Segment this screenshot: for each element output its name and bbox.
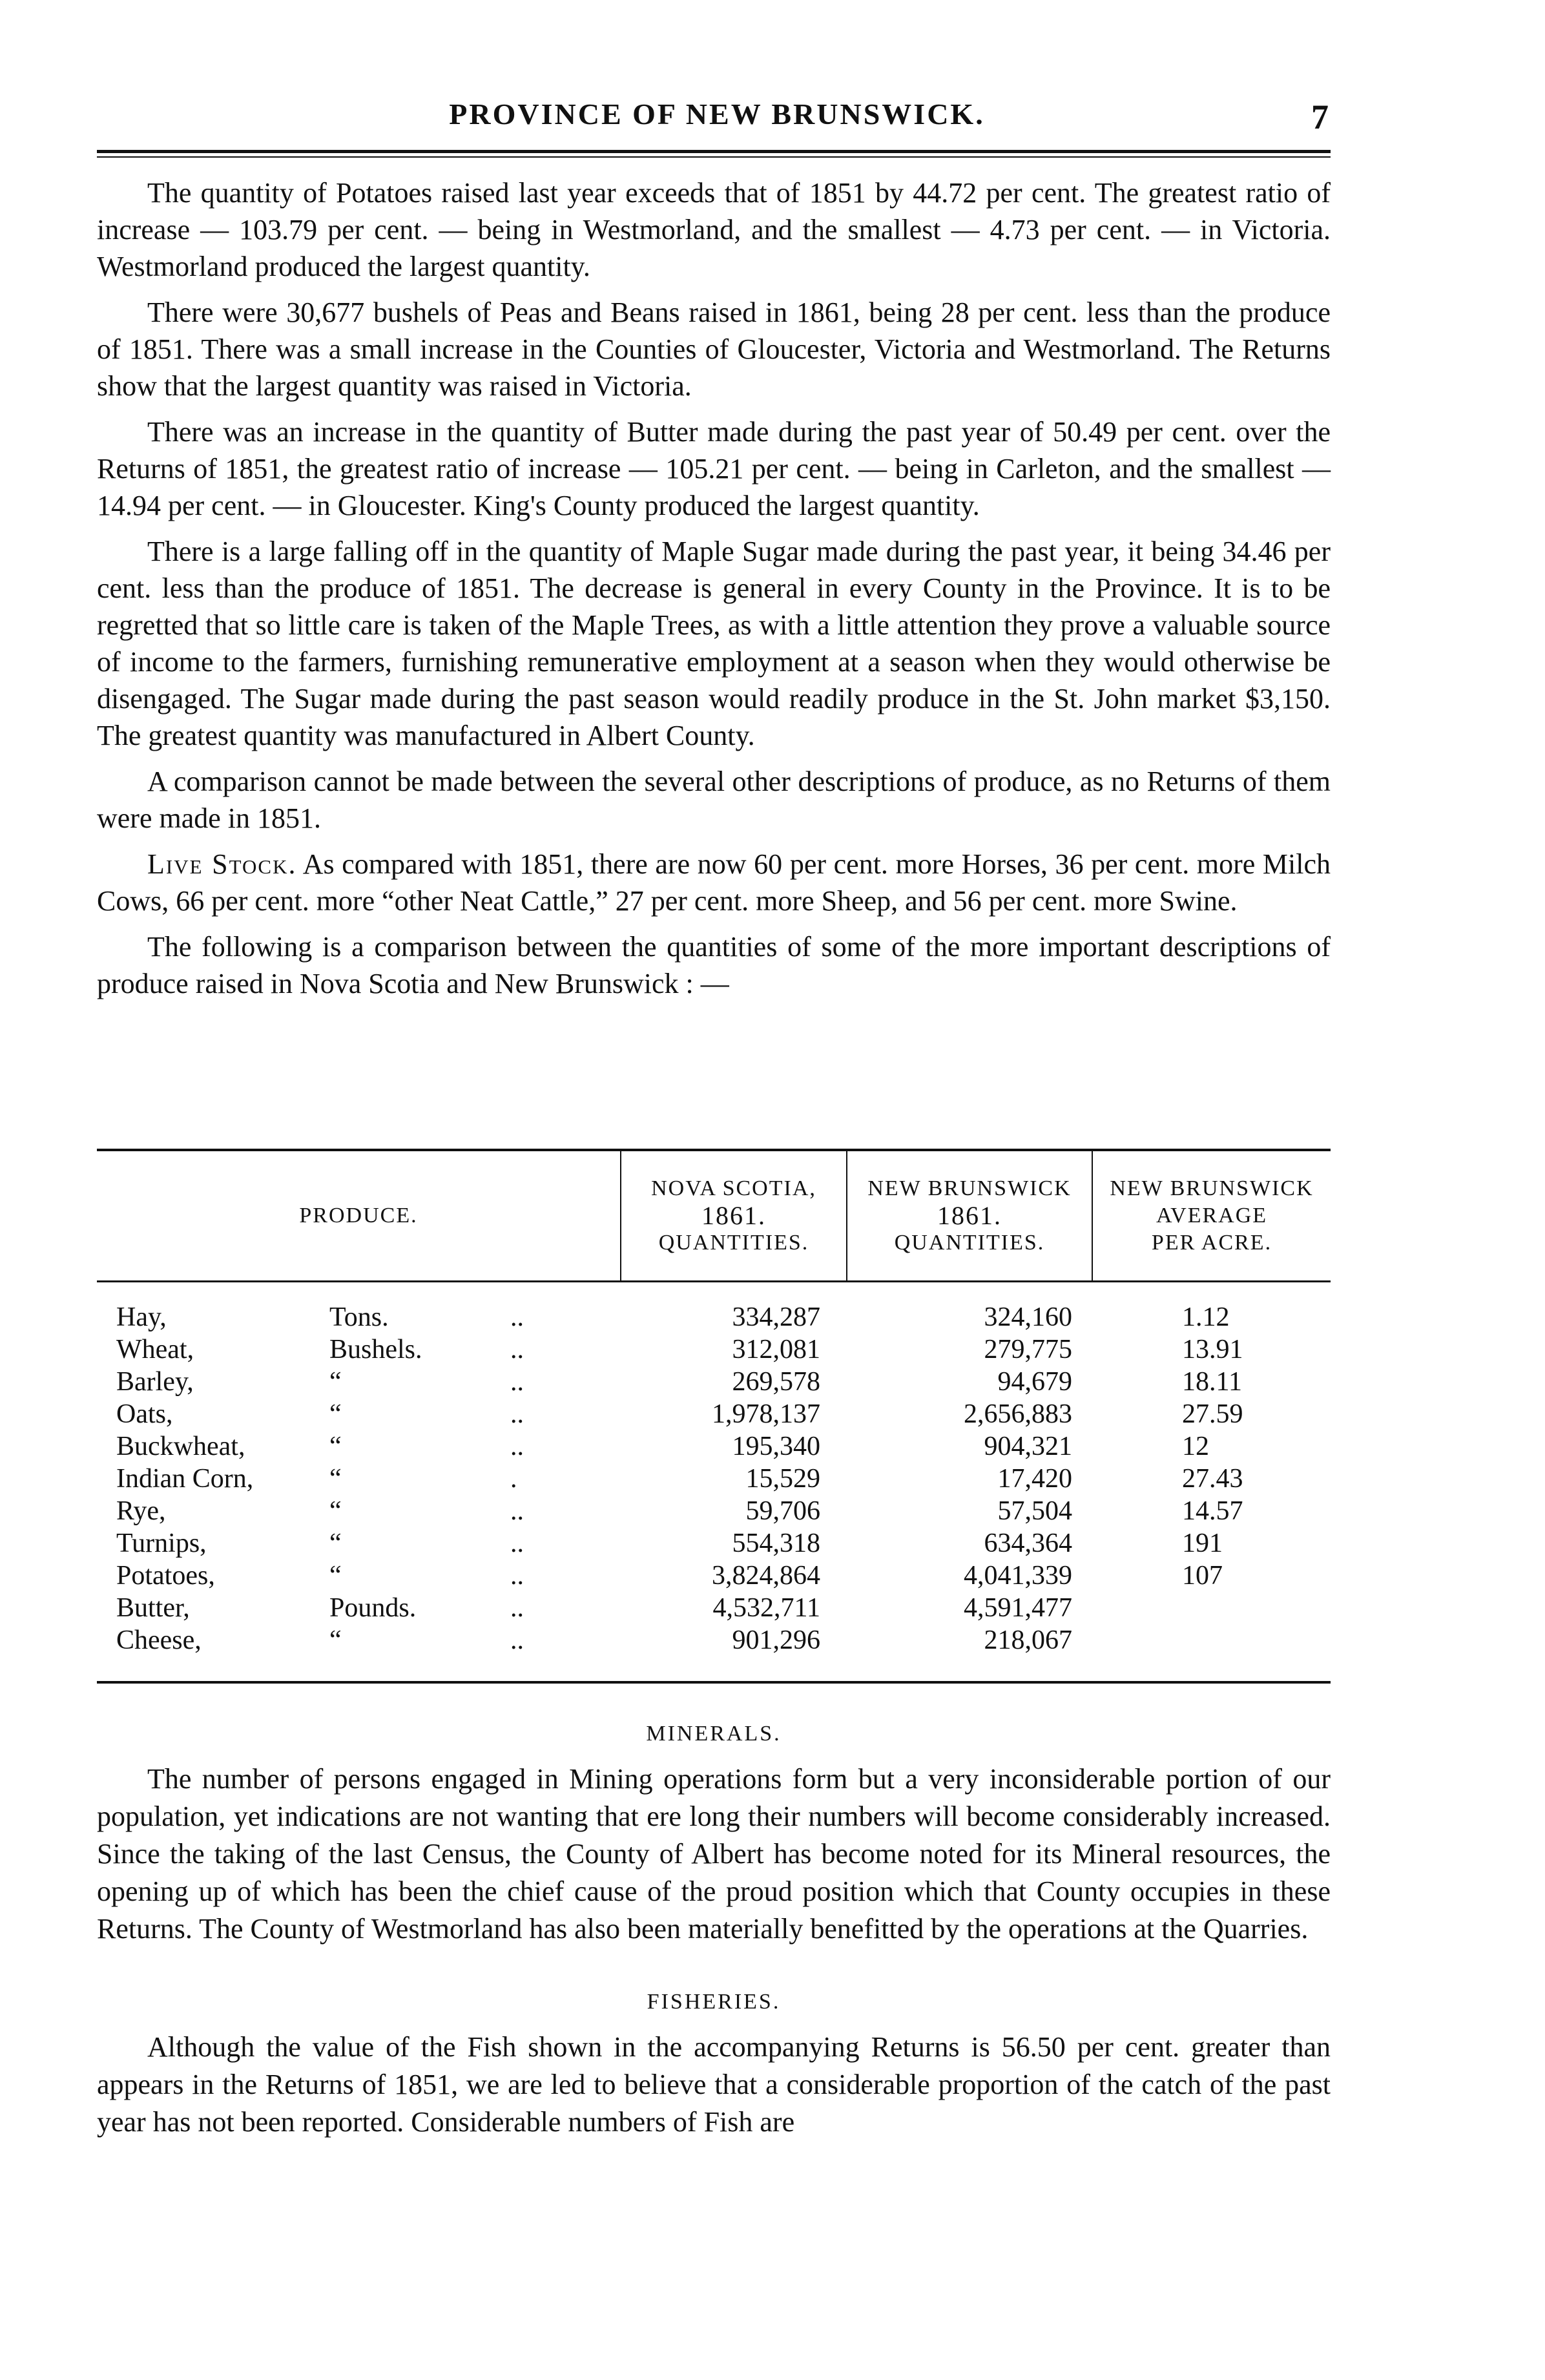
cell-average: 27.43 bbox=[1182, 1464, 1243, 1494]
cell-new-brunswick: 4,591,477 bbox=[964, 1593, 1072, 1623]
header-nb-sub: QUANTITIES. bbox=[894, 1231, 1045, 1255]
cell-nova-scotia: 901,296 bbox=[732, 1625, 820, 1655]
header-ns-year: 1861. bbox=[701, 1201, 766, 1230]
cell-new-brunswick: 57,504 bbox=[997, 1496, 1072, 1526]
cell-unit: Bushels. bbox=[329, 1335, 422, 1364]
cell-unit: “ bbox=[329, 1399, 342, 1429]
header-nova-scotia bbox=[621, 1151, 846, 1280]
paragraph-following: The following is a comparison between the quantities of some of the more important descriptions of produce raised in Nova Scotia and New Brunswick : — bbox=[97, 931, 1331, 999]
cell-unit: “ bbox=[329, 1529, 342, 1558]
header-nb-title: NEW BRUNSWICK bbox=[867, 1176, 1072, 1200]
header-avg-l2: AVERAGE bbox=[1156, 1204, 1268, 1227]
paragraph-butter: There was an increase in the quantity of Butter made during the past year of 50.49 per cent. over the Returns of 1851, the greatest ratio of increase — 105.21 per cent. — being in Carleton, and the smallest — 14.94 per cent. — in Gloucester. King's County produced the largest quantity. bbox=[97, 416, 1331, 521]
cell-leader: .. bbox=[510, 1335, 524, 1364]
cell-nova-scotia: 195,340 bbox=[732, 1432, 820, 1461]
header-avg-title: NEW BRUNSWICK bbox=[1110, 1176, 1314, 1200]
cell-leader: .. bbox=[510, 1561, 524, 1591]
minerals-text bbox=[97, 1760, 1331, 1948]
livestock-text: As compared with 1851, there are now 60 per cent. more Horses, 36 per cent. more Milch Cows, 66 per cent. more “other Neat Cattle,” 27 per cent. more Sheep, and 56 per cent. more Swine. bbox=[97, 848, 1331, 917]
header-ns-sub: QUANTITIES. bbox=[658, 1231, 809, 1255]
paragraph-comparison: A comparison cannot be made between the several other descriptions of produce, as no Returns of them were made in 1851. bbox=[97, 766, 1331, 834]
cell-nova-scotia: 334,287 bbox=[732, 1302, 820, 1332]
cell-average: 107 bbox=[1182, 1561, 1223, 1591]
cell-unit: “ bbox=[329, 1496, 342, 1526]
table-row bbox=[97, 1333, 1331, 1366]
livestock-label: Live Stock. bbox=[147, 848, 297, 880]
header-rule bbox=[97, 150, 1331, 158]
cell-average: 14.57 bbox=[1182, 1496, 1243, 1526]
cell-average: 12 bbox=[1182, 1432, 1209, 1461]
cell-unit: “ bbox=[329, 1464, 342, 1494]
cell-new-brunswick: 4,041,339 bbox=[964, 1561, 1072, 1591]
paragraph-sugar: There is a large falling off in the quantity of Maple Sugar made during the past year, it being 34.46 per cent. less than the produce of 1851. The decrease is general in every County in the Province. It is to be regretted that so little care is taken of the Maple Trees, as with a little attention they prove a valuable source of income to the farmers, furnishing remunerative employment at a season when they would otherwise be disengaged. The Sugar made during the past season would readily produce in the St. John market $3,150. The greatest quantity was manufactured in Albert County. bbox=[97, 536, 1331, 751]
table-body bbox=[97, 1301, 1331, 1656]
header-average bbox=[1093, 1151, 1331, 1280]
page-number: 7 bbox=[1311, 98, 1329, 136]
table-row bbox=[97, 1366, 1331, 1398]
cell-produce: Oats, bbox=[116, 1399, 173, 1429]
table-row bbox=[97, 1495, 1331, 1527]
table-row bbox=[97, 1463, 1331, 1495]
cell-nova-scotia: 4,532,711 bbox=[712, 1593, 820, 1623]
cell-leader: .. bbox=[510, 1432, 524, 1461]
cell-unit: “ bbox=[329, 1367, 342, 1397]
cell-new-brunswick: 634,364 bbox=[984, 1529, 1072, 1558]
cell-average: 18.11 bbox=[1182, 1367, 1242, 1397]
cell-leader: .. bbox=[510, 1302, 524, 1332]
cell-produce: Barley, bbox=[116, 1367, 194, 1397]
cell-leader: .. bbox=[510, 1625, 524, 1655]
fisheries-text bbox=[97, 2029, 1331, 2141]
cell-leader: .. bbox=[510, 1593, 524, 1623]
cell-unit: “ bbox=[329, 1625, 342, 1655]
cell-leader: .. bbox=[510, 1496, 524, 1526]
table-row bbox=[97, 1398, 1331, 1430]
cell-average: 27.59 bbox=[1182, 1399, 1243, 1429]
cell-nova-scotia: 1,978,137 bbox=[712, 1399, 820, 1429]
cell-average: 191 bbox=[1182, 1529, 1223, 1558]
cell-produce: Cheese, bbox=[116, 1625, 202, 1655]
paragraph-livestock bbox=[97, 846, 1331, 919]
table-row bbox=[97, 1301, 1331, 1333]
minerals-paragraph: The number of persons engaged in Mining operations form but a very inconsiderable portion of our population, yet indications are not wanting that ere long their numbers will become considerably increased. Since the taking of the last Census, the County of Albert has become noted for its Mineral resources, the opening up of which has been the chief cause of the proud position which that County occupies in these Returns. The County of Westmorland has also been materially benefitted by the operations at the Quarries. bbox=[97, 1763, 1331, 1945]
paragraph-potatoes: The quantity of Potatoes raised last year exceeds that of 1851 by 44.72 per cent. The greatest ratio of increase — 103.79 per cent. — being in Westmorland, and the smallest — 4.73 per cent. — in Victoria. Westmorland produced the largest quantity. bbox=[97, 177, 1331, 282]
produce-table bbox=[97, 1149, 1331, 1684]
header-produce bbox=[97, 1151, 620, 1280]
cell-produce: Buckwheat, bbox=[116, 1432, 245, 1461]
minerals-heading: MINERALS. bbox=[646, 1722, 782, 1746]
cell-unit: Pounds. bbox=[329, 1593, 417, 1623]
table-header bbox=[97, 1151, 1331, 1282]
fisheries-heading: FISHERIES. bbox=[647, 1990, 781, 2014]
table-row bbox=[97, 1624, 1331, 1656]
cell-leader: .. bbox=[510, 1399, 524, 1429]
cell-new-brunswick: 218,067 bbox=[984, 1625, 1072, 1655]
table-row bbox=[97, 1430, 1331, 1463]
cell-unit: “ bbox=[329, 1432, 342, 1461]
table-row bbox=[97, 1560, 1331, 1592]
cell-average: 13.91 bbox=[1182, 1335, 1243, 1364]
cell-nova-scotia: 554,318 bbox=[732, 1529, 820, 1558]
cell-produce: Rye, bbox=[116, 1496, 166, 1526]
cell-new-brunswick: 94,679 bbox=[997, 1367, 1072, 1397]
table-row bbox=[97, 1592, 1331, 1624]
cell-produce: Potatoes, bbox=[116, 1561, 215, 1591]
body-text bbox=[97, 174, 1331, 1011]
header-nb-year: 1861. bbox=[937, 1201, 1002, 1230]
cell-leader: . bbox=[510, 1464, 517, 1494]
cell-produce: Indian Corn, bbox=[116, 1464, 254, 1494]
cell-produce: Hay, bbox=[116, 1302, 167, 1332]
cell-nova-scotia: 269,578 bbox=[732, 1367, 820, 1397]
running-title: PROVINCE OF NEW BRUNSWICK. bbox=[449, 98, 985, 130]
cell-nova-scotia: 15,529 bbox=[745, 1464, 820, 1494]
cell-new-brunswick: 904,321 bbox=[984, 1432, 1072, 1461]
cell-new-brunswick: 324,160 bbox=[984, 1302, 1072, 1332]
cell-leader: .. bbox=[510, 1529, 524, 1558]
cell-nova-scotia: 59,706 bbox=[745, 1496, 820, 1526]
fisheries-paragraph: Although the value of the Fish shown in the accompanying Returns is 56.50 per cent. greater than appears in the Returns of 1851, we are led to believe that a considerable proportion of the catch of the past year has not been reported. Considerable numbers of Fish are bbox=[97, 2031, 1331, 2138]
header-produce-label: PRODUCE. bbox=[299, 1204, 418, 1227]
paragraph-peas: There were 30,677 bushels of Peas and Beans raised in 1861, being 28 per cent. less than the produce of 1851. There was a small increase in the Counties of Gloucester, Victoria and Westmorland. The Returns show that the largest quantity was raised in Victoria. bbox=[97, 297, 1331, 402]
cell-leader: .. bbox=[510, 1367, 524, 1397]
cell-average: 1.12 bbox=[1182, 1302, 1230, 1332]
header-new-brunswick bbox=[847, 1151, 1092, 1280]
cell-new-brunswick: 2,656,883 bbox=[964, 1399, 1072, 1429]
cell-unit: “ bbox=[329, 1561, 342, 1591]
cell-nova-scotia: 312,081 bbox=[732, 1335, 820, 1364]
cell-unit: Tons. bbox=[329, 1302, 389, 1332]
cell-produce: Butter, bbox=[116, 1593, 190, 1623]
cell-new-brunswick: 17,420 bbox=[997, 1464, 1072, 1494]
cell-produce: Wheat, bbox=[116, 1335, 194, 1364]
header-ns-title: NOVA SCOTIA, bbox=[651, 1176, 816, 1200]
cell-produce: Turnips, bbox=[116, 1529, 207, 1558]
table-row bbox=[97, 1527, 1331, 1560]
cell-new-brunswick: 279,775 bbox=[984, 1335, 1072, 1364]
cell-nova-scotia: 3,824,864 bbox=[712, 1561, 820, 1591]
header-avg-l3: PER ACRE. bbox=[1151, 1231, 1272, 1255]
